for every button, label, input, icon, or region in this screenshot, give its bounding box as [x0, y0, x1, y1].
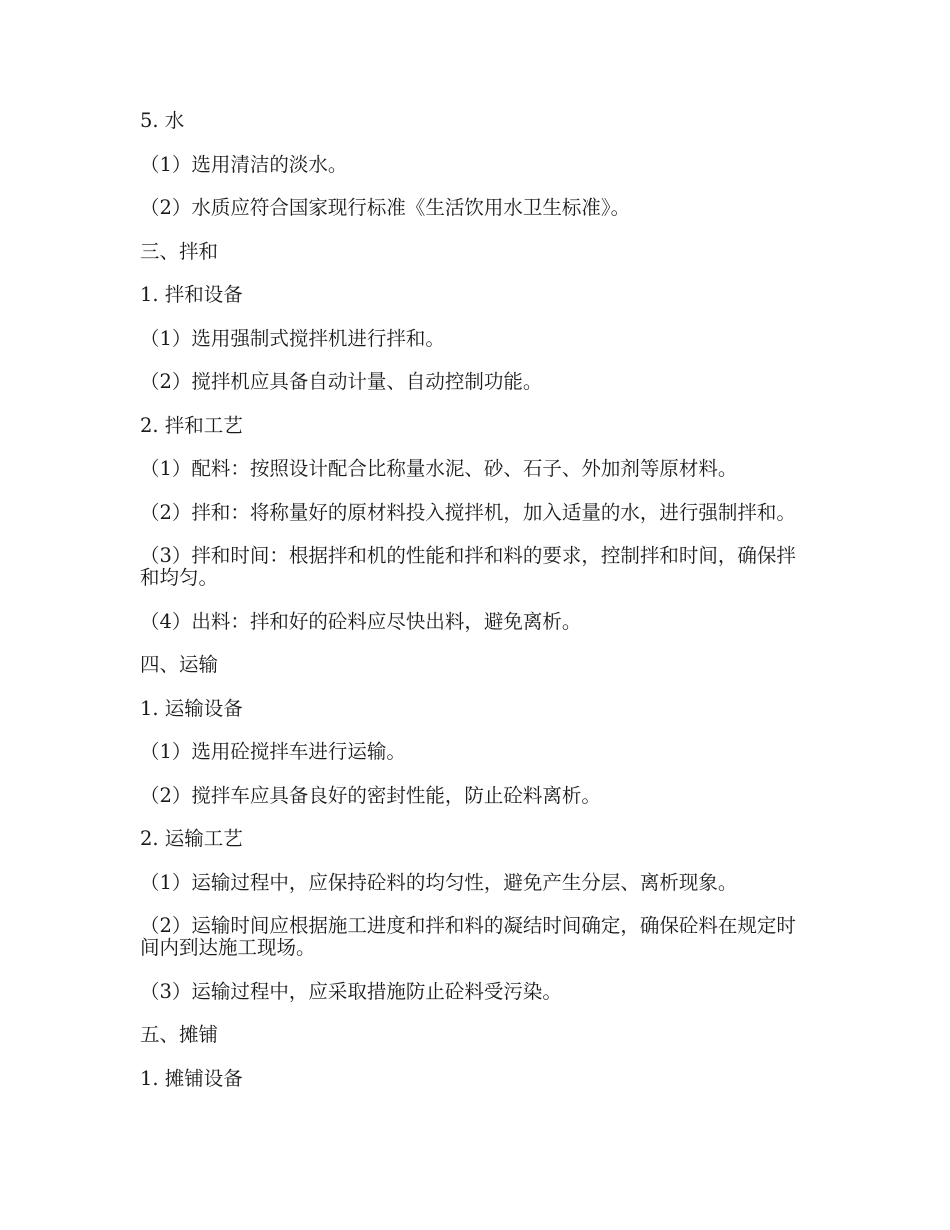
- list-item: （1）配料：按照设计配合比称量水泥、砂、石子、外加剂等原材料。: [140, 457, 738, 480]
- section-heading: 2. 运输工艺: [140, 827, 243, 850]
- list-item: （2）拌和：将称量好的原材料投入搅拌机，加入适量的水，进行强制拌和。: [140, 500, 796, 524]
- list-item: （3）运输过程中，应采取措施防止砼料受污染。: [140, 979, 562, 1003]
- list-item: （3）拌和时间：根据拌和机的性能和拌和料的要求，控制拌和时间，确保拌和均匀。: [140, 544, 796, 589]
- list-item: （2）运输时间应根据施工进度和拌和料的凝结时间确定，确保砼料在规定时间内到达施工现场。: [140, 914, 796, 959]
- list-item: （1）选用砼搅拌车进行运输。: [140, 740, 406, 763]
- list-item: （4）出料：拌和好的砼料应尽快出料，避免离析。: [140, 609, 582, 633]
- chapter-heading: 四、运输: [140, 653, 219, 676]
- list-item: （2）水质应符合国家现行标准《生活饮用水卫生标准》。: [140, 196, 631, 219]
- section-heading: 5. 水: [140, 109, 185, 132]
- list-item: （1）运输过程中，应保持砼料的均匀性，避免产生分层、离析现象。: [140, 870, 738, 894]
- list-item: （2）搅拌机应具备自动计量、自动控制功能。: [140, 370, 543, 393]
- list-item: （2）搅拌车应具备良好的密封性能，防止砼料离析。: [140, 783, 601, 807]
- document-body: [140, 110, 812, 1111]
- section-heading: 1. 摊铺设备: [140, 1066, 243, 1090]
- chapter-heading: 三、拌和: [140, 239, 219, 263]
- section-heading: 2. 拌和工艺: [140, 413, 243, 437]
- list-item: （1）选用强制式搅拌机进行拌和。: [140, 326, 445, 350]
- section-heading: 1. 拌和设备: [140, 283, 243, 306]
- list-item: （1）选用清洁的淡水。: [140, 152, 348, 176]
- section-heading: 1. 运输设备: [140, 696, 243, 720]
- chapter-heading: 五、摊铺: [140, 1023, 219, 1046]
